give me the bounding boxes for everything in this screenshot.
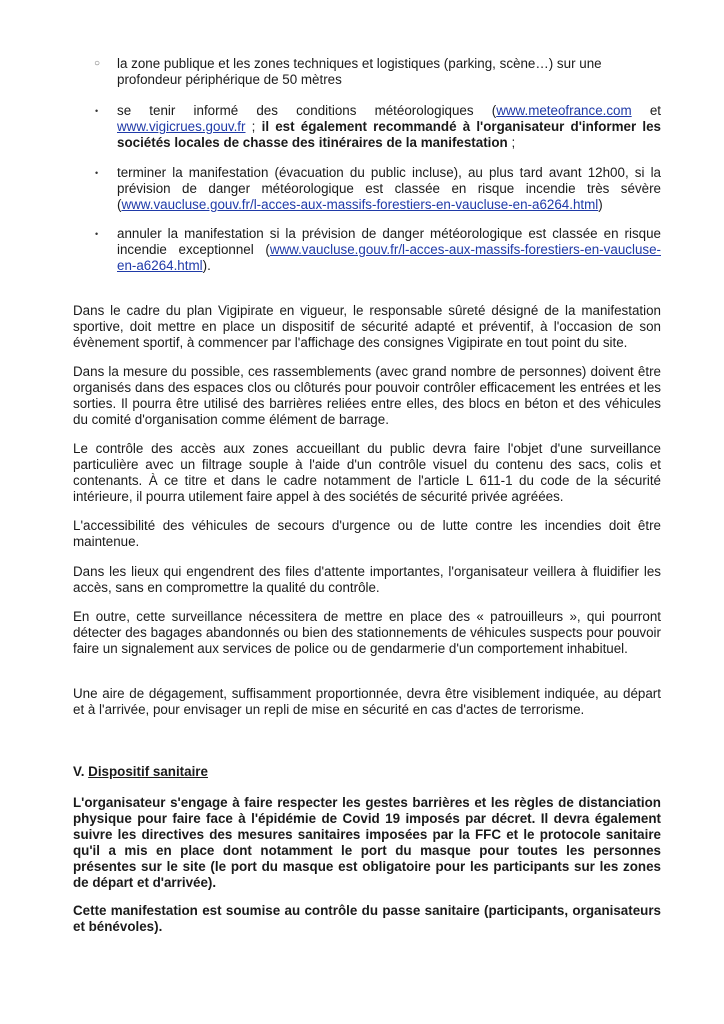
sub-item-text: la zone publique et les zones techniques et logistiques (parking, scène…) sur une profondeur périphérique de 50 mètres (117, 56, 602, 87)
bullet-text: ) (598, 197, 603, 212)
vaucluse-link[interactable]: www.vaucluse.gouv.fr/l-acces-aux-massifs-forestiers-en-vaucluse-en-a6264.html (117, 242, 661, 273)
bullet-item-cancel (95, 226, 661, 274)
paragraph-accessibilite: L'accessibilité des véhicules de secours d'urgence ou de lutte contre les incendies doit être maintenue. (73, 518, 661, 549)
section-heading (73, 764, 208, 780)
paragraph-files-attente: Dans les lieux qui engendrent des files d'attente importantes, l'organisateur veillera à fluidifier les accès, sans en compromettre la qualité du contrôle. (73, 564, 661, 595)
bullet-bold-text: il est également recommandé à l'organisateur d'informer les sociétés locales de chasse des itinéraires de la manifestation (117, 119, 661, 150)
paragraph-aire-degagement: Une aire de dégagement, suffisamment proportionnée, devra être visiblement indiquée, au départ et à l'arrivée, pour envisager un repli de mise en sécurité en cas d'actes de terrorisme. (73, 686, 661, 717)
paragraph-controle-acces: Le contrôle des accès aux zones accueillant du public devra faire l'objet d'une surveillance particulière avec un filtrage souple à l'aide d'un contrôle visuel du contenu des sacs, colis et contenants. À ce titre et dans le cadre notamment de l'article L 611-1 du code de la sécurité intérieure, il pourra utilement faire appel à des sociétés de sécurité privée agréées. (73, 441, 661, 504)
bullet-text: ). (202, 258, 211, 273)
bullet-text: ; (507, 135, 516, 150)
bullet-item-weather (95, 103, 662, 151)
bullet-text: terminer la manifestation (évacuation du public incluse), au plus tard avant 12h00, si la prévision de danger météorologique est classée en risque incendie très sévère ( (117, 165, 661, 212)
paragraph-patrouilleurs: En outre, cette surveillance nécessitera de mettre en place des « patrouilleurs », qui pourront détecter des bagages abandonnés ou bien des stationnements de véhicules suspects pour pouvoir faire un signalement aux services de police ou de gendarmerie d'un comportement inhabituel. (73, 609, 661, 656)
paragraph-vigipirate: Dans le cadre du plan Vigipirate en vigueur, le responsable sûreté désigné de la manifestation sportive, doit mettre en place un dispositif de sécurité adapté et préventif, à l'occasion de son évènement sportif, à commencer par l'affichage des consignes Vigipirate en tout point du site. (73, 303, 661, 350)
section-title: Dispositif sanitaire (88, 764, 208, 779)
bullet-dot-icon: • (95, 168, 99, 178)
paragraph-rassemblements: Dans la mesure du possible, ces rassemblements (avec grand nombre de personnes) doivent être organisés dans des espaces clos ou clôturés pour pouvoir contrôler efficacement les entrées et les sorties. Il pourra être utilisé des barrières reliées entre elles, des blocs en béton et des véhicules du comité d'organisation comme élément de barrage. (73, 364, 661, 427)
bullet-dot-icon: • (95, 229, 99, 239)
meteofrance-link[interactable]: www.meteofrance.com (496, 103, 632, 118)
section-number: V. (73, 764, 89, 779)
bullet-text: et (631, 103, 662, 118)
bullet-text: se tenir informé des conditions météorologiques ( (117, 103, 497, 118)
hollow-circle-bullet-icon: ○ (94, 58, 101, 69)
sub-list-item (94, 56, 661, 88)
bullet-item-terminate (95, 165, 661, 213)
paragraph-passe-sanitaire: Cette manifestation est soumise au contrôle du passe sanitaire (participants, organisateurs et bénévoles). (73, 903, 661, 934)
bullet-dot-icon: • (95, 106, 99, 116)
vigicrues-link[interactable]: www.vigicrues.gouv.fr (117, 119, 246, 134)
paragraph-sanitaire: L'organisateur s'engage à faire respecter les gestes barrières et les règles de distanciation physique pour faire face à l'épidémie de Covid 19 imposés par décret. Il devra également suivre les directives des mesures sanitaires imposées par la FFC et le protocole sanitaire qu'il a mis en place dont notamment le port du masque pour toutes les personnes présentes sur le site (le port du masque est obligatoire pour les participants sur les zones de départ et d'arrivée). (73, 795, 661, 890)
vaucluse-link[interactable]: www.vaucluse.gouv.fr/l-acces-aux-massifs-forestiers-en-vaucluse-en-a6264.html (121, 197, 599, 212)
bullet-text: annuler la manifestation si la prévision de danger météorologique est classée en risque incendie exceptionnel ( (117, 226, 661, 257)
bullet-text: ; (245, 119, 262, 134)
